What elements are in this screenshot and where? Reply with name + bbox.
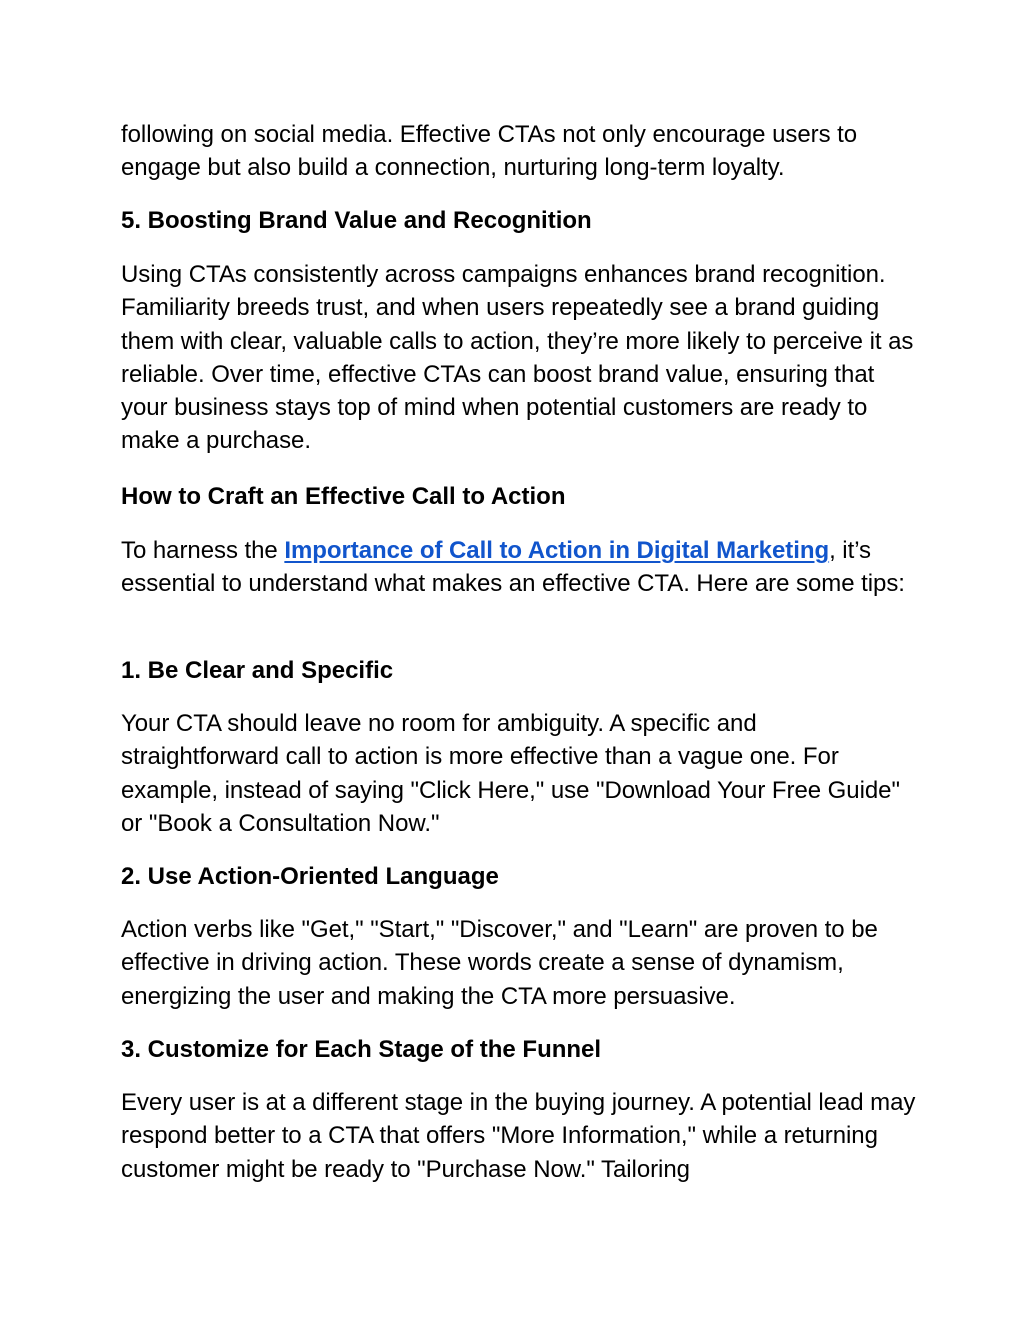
craft-paragraph (121, 534, 921, 601)
heading-action-language: 2. Use Action-Oriented Language (121, 863, 499, 890)
heading-customize-funnel: 3. Customize for Each Stage of the Funnel (121, 1036, 602, 1063)
heading-craft-cta: How to Craft an Effective Call to Action (121, 483, 566, 510)
importance-of-cta-link[interactable]: Importance of Call to Action in Digital Marketing (284, 537, 830, 564)
heading-boosting-brand-value: 5. Boosting Brand Value and Recognition (121, 207, 592, 234)
boosting-paragraph: Using CTAs consistently across campaigns enhances brand recognition. Familiarity breeds trust, and when users repeatedly see a brand guiding them with clear, valuable calls to action, they’re more likely to perceive it as reliable. Over time, effective CTAs can boost brand value, ensuring that your business stays top of mind when potential customers are ready to make a purchase. (121, 261, 914, 455)
clear-paragraph: Your CTA should leave no room for ambiguity. A specific and straightforward call to action is more effective than a vague one. For example, instead of saying "Click Here," use "Download Your Free Guide" or "Book a Consultation Now." (121, 710, 900, 837)
funnel-paragraph: Every user is at a different stage in the buying journey. A potential lead may respond better to a CTA that offers "More Information," while a returning customer might be ready to "Purchase Now." Tailoring (121, 1089, 916, 1183)
action-paragraph: Action verbs like "Get," "Start," "Discover," and "Learn" are proven to be effective in driving action. These words create a sense of dynamism, energizing the user and making the CTA more persuasive. (121, 916, 878, 1010)
craft-text-before: To harness the (121, 537, 285, 564)
intro-paragraph: following on social media. Effective CTAs not only encourage users to engage but also build a connection, nurturing long-term loyalty. (121, 121, 858, 182)
heading-be-clear: 1. Be Clear and Specific (121, 657, 394, 684)
craft-text-after: , it’s essential to understand what makes an effective CTA. Here are some tips: (121, 537, 905, 598)
